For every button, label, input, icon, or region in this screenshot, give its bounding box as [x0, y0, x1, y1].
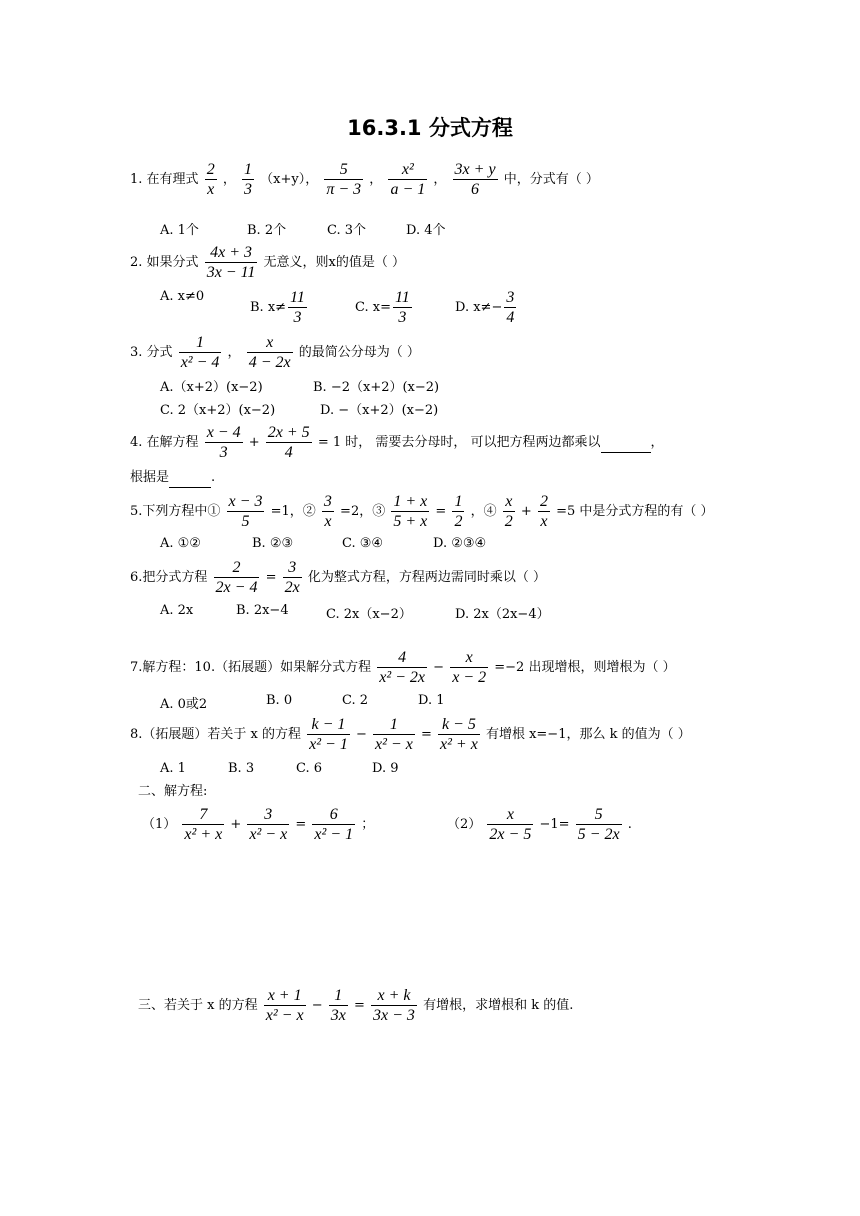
q4-blank-2: [169, 469, 211, 488]
page-title: 16.3.1 分式方程: [347, 116, 513, 140]
q5-option-d: D. ②③④: [433, 536, 487, 551]
q5-fraction-1: $\frac{x - 3}{5}$: [228, 493, 263, 530]
q6-fraction-2: $\frac{3}{2x}$: [284, 559, 300, 596]
q1-fraction-3: $\frac{5}{\pi - 3}$: [326, 161, 362, 198]
part2-problem-2: （2） $\frac{x}{2x - 5}$ −1= $\frac{5}{5 - 2x}$ .: [447, 806, 632, 843]
q5-fraction-4: $\frac{1}{2}$: [454, 493, 463, 530]
q2-option-b: B. x≠ $\frac{11}{3}$: [250, 289, 305, 326]
question-8: [130, 715, 691, 754]
q2-option-a: A. x≠0: [160, 289, 205, 304]
q8-option-d: D. 9: [372, 761, 399, 776]
q1-fraction-5: $\frac{3x + y}{6}$: [454, 161, 496, 198]
q5-fraction-2: $\frac{3}{x}$: [323, 493, 332, 530]
q6-equals: =: [265, 570, 277, 585]
q3-option-b: B. −2（x+2）(x−2): [313, 380, 440, 395]
q6-option-a: A. 2x: [160, 603, 194, 618]
q7-fraction-2: $\frac{x}{x - 2}$: [452, 649, 487, 686]
q2-tail: 无意义，则x的值是（ ）: [263, 255, 406, 270]
q7-option-d: D. 1: [418, 693, 445, 708]
q7-lead: 7.解方程：10.（拓展题）如果解分式方程: [130, 660, 372, 675]
q4-lead: 4. 在解方程: [130, 435, 199, 450]
q5-text: =2，③: [340, 504, 386, 519]
q5-option-a: A. ①②: [160, 536, 201, 551]
q1-tail: 中，分式有（ ）: [503, 172, 599, 187]
p1-fraction-1: $\frac{7}{\text{x² + x}}$: [184, 806, 223, 843]
q8-fraction-2: $\frac{1}{\text{x² − x}}$: [375, 716, 413, 753]
q3-fraction-2: $\frac{x}{4 - 2x}$: [248, 334, 291, 371]
q4-tail: = 1 时， 需要去分母时， 可以把方程两边都乘以: [317, 435, 601, 450]
q1-separator: ，: [433, 172, 447, 187]
q4-plus: +: [248, 435, 260, 450]
q7-fraction-1: $\frac{4}{\text{x² − 2x}}$: [379, 649, 426, 686]
q1-option-c: C. 3个: [327, 223, 367, 238]
q2-fraction: $\frac{4x + 3}{3x - 11}$: [206, 244, 256, 281]
q1-lead: 1. 在有理式: [130, 172, 199, 187]
q4-fraction-1: $\frac{x - 4}{3}$: [206, 424, 241, 461]
q3-option-c: C. 2（x+2）(x−2): [160, 403, 276, 418]
q1-option-b: B. 2个: [247, 223, 287, 238]
q1-option-a: A. 1个: [160, 223, 199, 238]
question-6: [130, 558, 546, 597]
question-4: [130, 423, 664, 462]
part2-problem-1: （1） $\frac{7}{\text{x² + x}}$ + $\frac{3}{\text{x² − x}}$ = $\frac{6}{\text{x² − 1}}$ ；: [142, 806, 375, 843]
q6-option-d: D. 2x（2x−4）: [455, 607, 550, 622]
q7-option-a: A. 0或2: [160, 697, 208, 712]
p2-fraction-2: $\frac{5}{5 - 2x}$: [577, 806, 620, 843]
question-2: [130, 243, 405, 282]
q8-equals: =: [420, 727, 432, 742]
q5-fraction-3: $\frac{1 + x}{5 + x}$: [393, 493, 428, 530]
p3-fraction-2: $\frac{1}{3x}$: [330, 987, 346, 1024]
q1-separator: ，: [369, 172, 383, 187]
q4-line-2: 根据是 .: [130, 469, 215, 488]
q2-lead: 2. 如果分式: [130, 255, 199, 270]
q3-fraction-1: $\frac{1}{\text{x² − 4}}$: [180, 334, 220, 371]
q5-option-c: C. ③④: [342, 536, 384, 551]
question-7: [130, 648, 676, 687]
q5-text: ，④: [470, 504, 497, 519]
q8-lead: 8.（拓展题）若关于 x 的方程: [130, 727, 301, 742]
q5-lead: 5.下列方程中①: [130, 504, 221, 519]
q1-fraction-4: $\frac{\text{x²}}{a - 1}$: [390, 161, 426, 198]
section-2-heading: 二、解方程:: [138, 784, 208, 799]
q3-option-a: A.（x+2）(x−2): [160, 380, 263, 395]
p3-fraction-1: $\frac{x + 1}{\text{x² − x}}$: [265, 987, 304, 1024]
q7-minus: −: [433, 660, 445, 675]
q6-tail: 化为整式方程，方程两边需同时乘以（ ）: [307, 570, 547, 585]
q2-option-d: D. x≠− $\frac{3}{4}$: [455, 289, 515, 326]
q3-lead: 3. 分式: [130, 345, 173, 360]
p1-fraction-2: $\frac{3}{\text{x² − x}}$: [249, 806, 288, 843]
question-5: [130, 492, 714, 531]
q5-tail: =5 中是分式方程的有（ ）: [556, 504, 714, 519]
q5-option-b: B. ②③: [252, 536, 294, 551]
p1-fraction-3: $\frac{6}{\text{x² − 1}}$: [314, 806, 354, 843]
q3-separator: ，: [227, 345, 241, 360]
q7-tail: =−2 出现增根，则增根为（ ）: [494, 660, 676, 675]
q7-option-c: C. 2: [342, 693, 369, 708]
q1-fraction-2: $\frac{1}{3}$: [243, 161, 252, 198]
q8-tail: 有增根 x=−1，那么 k 的值为（ ）: [485, 727, 691, 742]
q5-fraction-5: $\frac{x}{2}$: [504, 493, 513, 530]
q6-option-b: B. 2x−4: [236, 603, 289, 618]
q5-text: +: [520, 504, 532, 519]
q8-minus: −: [355, 727, 367, 742]
p3-fraction-3: $\frac{x + k}{3x - 3}$: [373, 987, 415, 1024]
question-1: [130, 160, 599, 199]
q4-fraction-2: $\frac{2x + 5}{4}$: [267, 424, 310, 461]
q8-option-a: A. 1: [160, 761, 186, 776]
q5-fraction-6: $\frac{2}{x}$: [539, 493, 548, 530]
q2-option-c: C. x= $\frac{11}{3}$: [355, 289, 410, 326]
q6-option-c: C. 2x（x−2）: [326, 607, 412, 622]
q5-text: =1，②: [270, 504, 316, 519]
q7-option-b: B. 0: [266, 693, 293, 708]
q3-tail: 的最简公分母为（ ）: [298, 345, 420, 360]
q4-blank-1: [601, 434, 651, 453]
q6-lead: 6.把分式方程: [130, 570, 208, 585]
question-3: [130, 333, 420, 372]
q4-end: ，: [650, 435, 664, 450]
q3-option-d: D. −（x+2）(x−2): [320, 403, 439, 418]
section-3-question: 三、若关于 x 的方程 $\frac{x + 1}{\text{x² − x}}$ − $\frac{1}{3x}$ = $\frac{x + k}{3x - 3}$ 有增根，求增根和 k 的值.: [138, 987, 574, 1024]
q1-text-mid: （x+y），: [260, 172, 319, 187]
q8-option-b: B. 3: [228, 761, 255, 776]
p2-fraction-1: $\frac{x}{2x - 5}$: [489, 806, 532, 843]
q8-fraction-1: $\frac{k - 1}{\text{x² − 1}}$: [309, 716, 348, 753]
q1-separator: ，: [222, 172, 236, 187]
q8-option-c: C. 6: [296, 761, 323, 776]
q8-fraction-3: $\frac{k - 5}{\text{x² + x}}$: [440, 716, 478, 753]
q1-fraction-1: $\frac{2}{x}$: [206, 161, 215, 198]
q6-fraction-1: $\frac{2}{2x - 4}$: [215, 559, 258, 596]
q5-text: =: [435, 504, 447, 519]
q1-option-d: D. 4个: [406, 223, 446, 238]
